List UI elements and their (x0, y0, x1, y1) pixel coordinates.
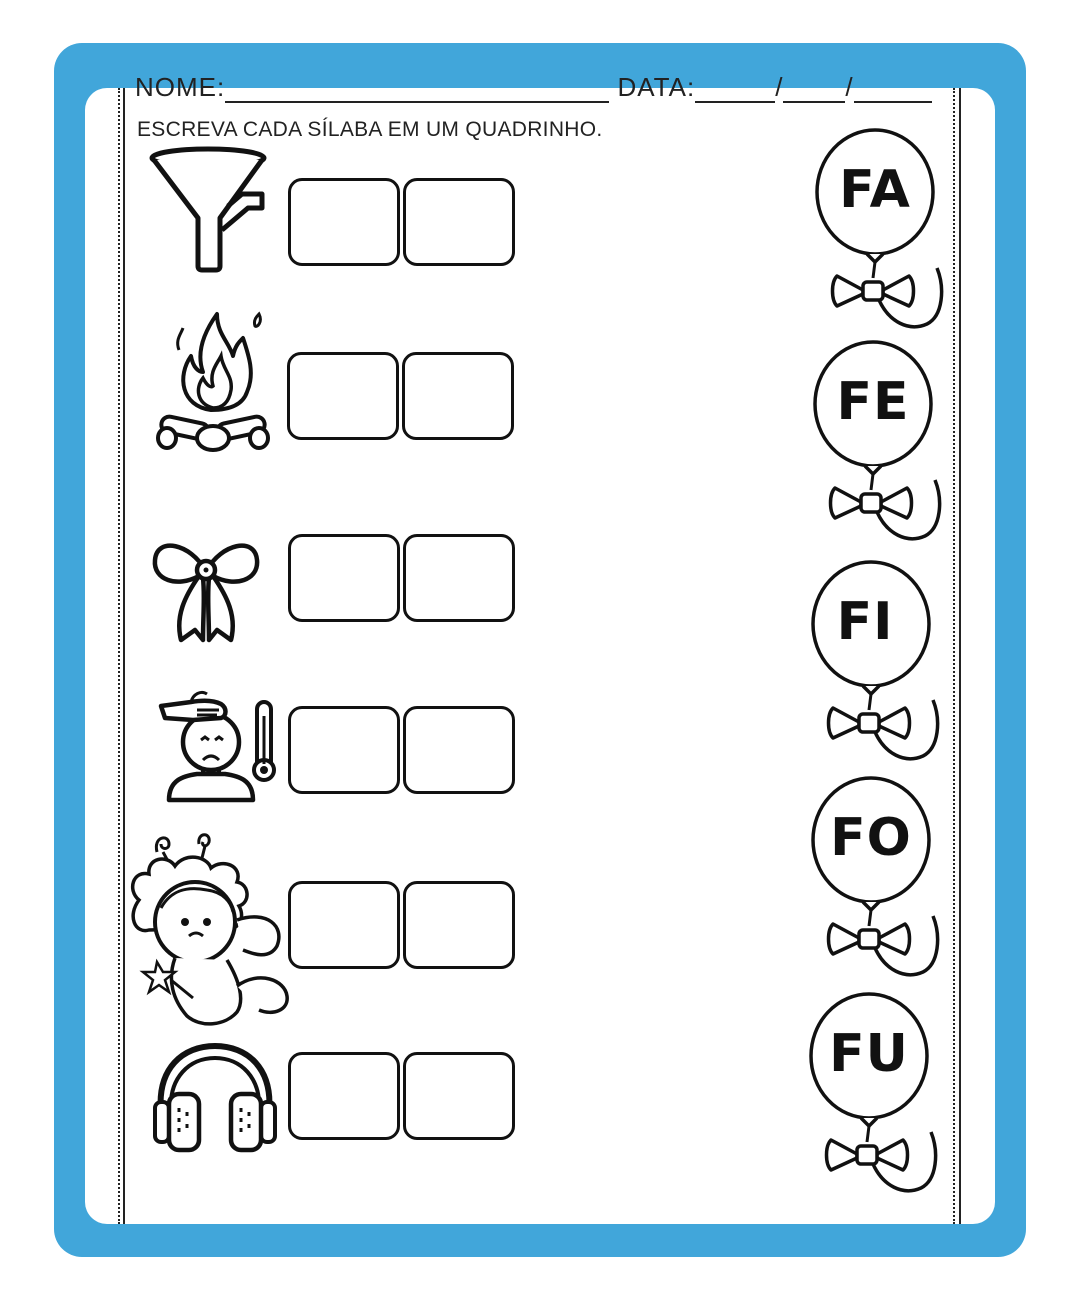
syllable-box-1b[interactable] (403, 178, 515, 266)
headphones-icon (151, 1042, 279, 1159)
balloon-fo (809, 776, 959, 1006)
date-month-field[interactable] (783, 75, 845, 103)
date-year-field[interactable] (854, 75, 932, 103)
bow-ribbon-icon (151, 534, 261, 653)
syllable-box-3a[interactable] (288, 534, 400, 622)
syllable-label-fo: FO (830, 808, 912, 868)
header-line: NOME: DATA: / / (135, 72, 932, 103)
syllable-box-6a[interactable] (288, 1052, 400, 1140)
instruction-text: ESCREVA CADA SÍLABA EM UM QUADRINHO. (137, 118, 603, 141)
syllable-box-4a[interactable] (288, 706, 400, 794)
left-border-solid (123, 88, 125, 1224)
syllable-label-fe: FE (836, 372, 910, 432)
name-label: NOME: (135, 72, 226, 102)
date-label: DATA: (617, 72, 696, 102)
balloon-fi (809, 560, 959, 790)
syllable-box-1a[interactable] (288, 178, 400, 266)
syllable-label-fa: FA (839, 160, 911, 220)
bonfire-icon (155, 310, 273, 465)
syllable-box-3b[interactable] (403, 534, 515, 622)
left-border-dotted (118, 88, 120, 1224)
syllable-label-fu: FU (829, 1024, 909, 1084)
funnel-icon (150, 146, 270, 277)
date-day-field[interactable] (695, 75, 775, 103)
balloon-fu (807, 992, 957, 1222)
syllable-box-2a[interactable] (287, 352, 399, 440)
syllable-box-6b[interactable] (403, 1052, 515, 1140)
fairy-icon (127, 830, 299, 1035)
syllable-box-5a[interactable] (288, 881, 400, 969)
name-field[interactable] (225, 75, 609, 103)
balloon-fa (813, 128, 963, 358)
balloon-fe (811, 340, 961, 570)
fever-child-icon (157, 682, 281, 809)
syllable-box-4b[interactable] (403, 706, 515, 794)
syllable-box-5b[interactable] (403, 881, 515, 969)
syllable-box-2b[interactable] (402, 352, 514, 440)
syllable-label-fi: FI (836, 592, 894, 652)
worksheet-sheet (85, 72, 995, 1224)
